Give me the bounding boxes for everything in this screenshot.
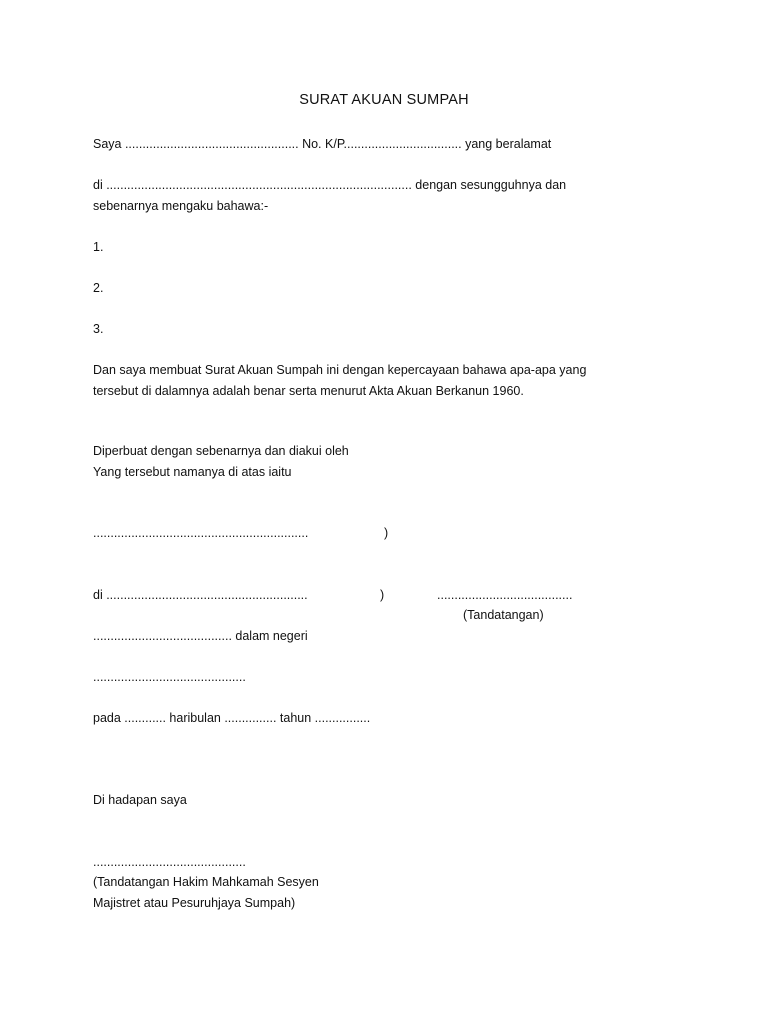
address-line: di ........................................................................................ dengan sesungguhnya dan [93, 178, 567, 192]
before-me-line: Di hadapan saya [93, 793, 187, 807]
declared-by-line-2: Yang tersebut namanya di atas iaitu [93, 465, 292, 479]
judge-signature-label-1: (Tandatangan Hakim Mahkamah Sesyen [93, 875, 319, 889]
bracket-1: ) [384, 526, 389, 540]
judge-signature-blank: ............................................ [93, 855, 246, 869]
statement-paragraph-line-2: tersebut di dalamnya adalah benar serta menurut Akta Akuan Berkanun 1960. [93, 384, 524, 398]
declared-by-line-1: Diperbuat dengan sebenarnya dan diakui oleh [93, 444, 349, 458]
declarant-line: Saya .................................................. No. K/P.................................. yang beralamat [93, 137, 552, 151]
state-blank: ............................................ [93, 670, 246, 684]
statement-paragraph-line-1: Dan saya membuat Surat Akuan Sumpah ini dengan kepercayaan bahawa apa-apa yang [93, 363, 587, 377]
name-blank: .............................................................. [93, 526, 309, 540]
place-blank: di .......................................................... [93, 588, 308, 602]
list-item-2: 2. [93, 281, 104, 295]
address-line-continued: sebenarnya mengaku bahawa:- [93, 199, 269, 213]
document-title: SURAT AKUAN SUMPAH [299, 92, 469, 108]
list-item-1: 1. [93, 240, 104, 254]
bracket-2: ) [380, 588, 385, 602]
list-item-3: 3. [93, 322, 104, 336]
signature-label: (Tandatangan) [463, 608, 544, 622]
judge-signature-label-2: Majistret atau Pesuruhjaya Sumpah) [93, 896, 296, 910]
date-line: pada ............ haribulan ............... tahun ................ [93, 711, 371, 725]
signature-blank: ....................................... [437, 588, 573, 602]
state-line: ........................................ dalam negeri [93, 629, 308, 643]
